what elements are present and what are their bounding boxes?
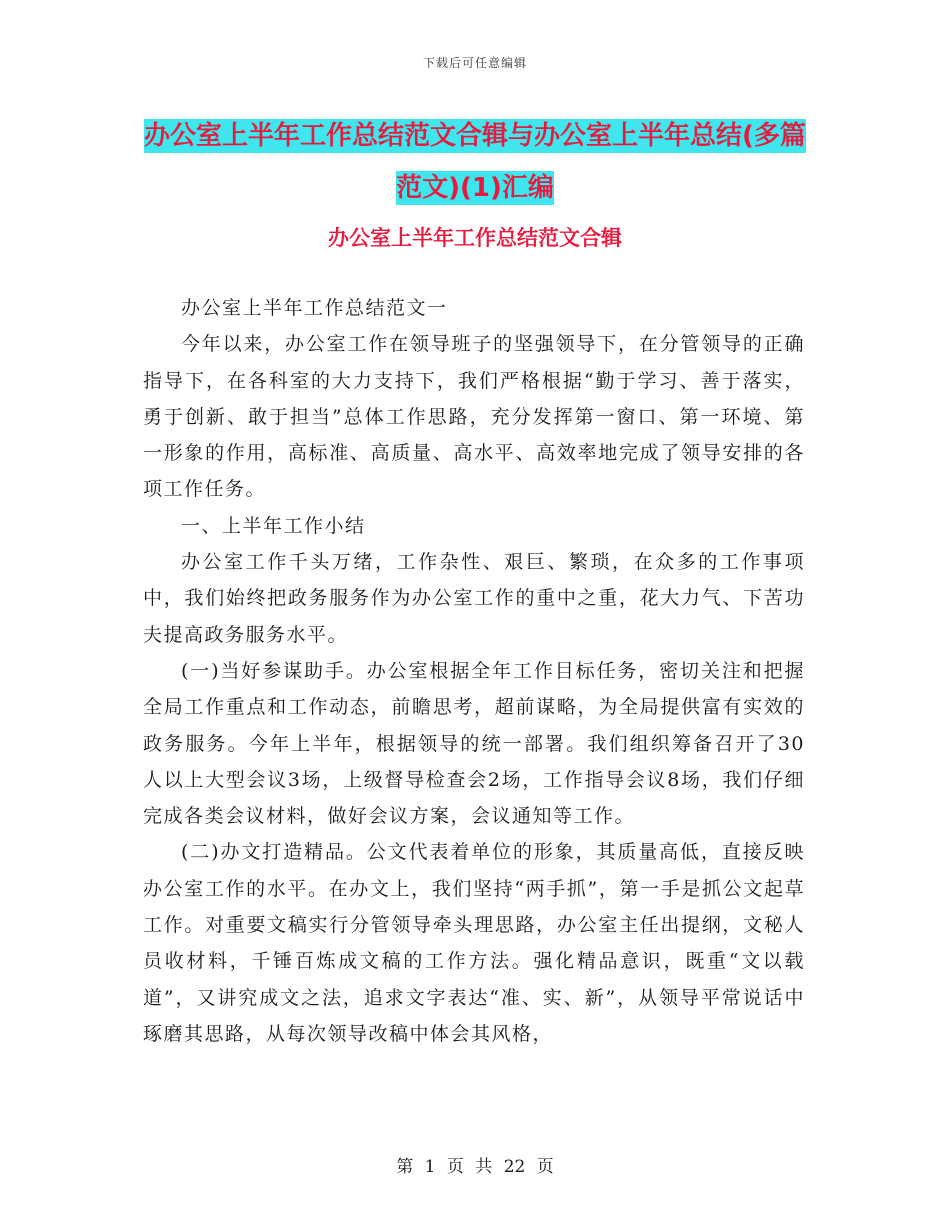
section-title: 办公室上半年工作总结范文合辑 <box>328 226 622 250</box>
page-footer: 第 1 页 共 22 页 <box>396 1157 554 1177</box>
paragraph: (一)当好参谋助手。办公室根据全年工作目标任务，密切关注和把握全局工作重点和工作动态，前瞻思考，超前谋略，为全局提供富有实效的政务服务。今年上半年，根据领导的统一部署。我们组织筹备召开了30人以上大型会议3场，上级督导检查会2场，工作指导会议8场，我们仔细完成各类会议材料，做好会议方案，会议通知等工作。 <box>143 659 805 828</box>
paragraph: 今年以来，办公室工作在领导班子的坚强领导下，在分管领导的正确指导下，在各科室的大力支持下，我们严格根据“勤于学习、善于落实，勇于创新、敢于担当”总体工作思路，充分发挥第一窗口、第一环境、第一形象的作用，高标准、高质量、高水平、高效率地完成了领导安排的各项工作任务。 <box>143 333 805 501</box>
body-text <box>143 290 805 1052</box>
document-title-text: 办公室上半年工作总结范文合辑与办公室上半年总结(多篇范文)(1)汇编 <box>144 121 806 203</box>
paragraph: (二)办文打造精品。公文代表着单位的形象，其质量高低，直接反映办公室工作的水平。在办文上，我们坚持“两手抓”，第一手是抓公文起草工作。对重要文稿实行分管领导牵头理思路，办公室主任出提纲，文秘人员收材料，千锤百炼成文稿的工作方法。强化精品意识，既重“文以载道”，又讲究成文之法，追求文字表达“准、实、新”，从领导平常说话中琢磨其思路，从每次领导改稿中体会其风格， <box>143 841 805 1045</box>
document-title <box>140 110 810 214</box>
paragraph: 办公室工作千头万绪，工作杂性、艰巨、繁琐，在众多的工作事项中，我们始终把政务服务作为办公室工作的重中之重，花大力气、下苦功夫提高政务服务水平。 <box>143 551 805 646</box>
paragraph-heading: 一、上半年工作小结 <box>181 514 366 537</box>
paragraph-subtitle: 办公室上半年工作总结范文一 <box>181 297 448 319</box>
header-note: 下载后可任意编辑 <box>422 56 527 70</box>
